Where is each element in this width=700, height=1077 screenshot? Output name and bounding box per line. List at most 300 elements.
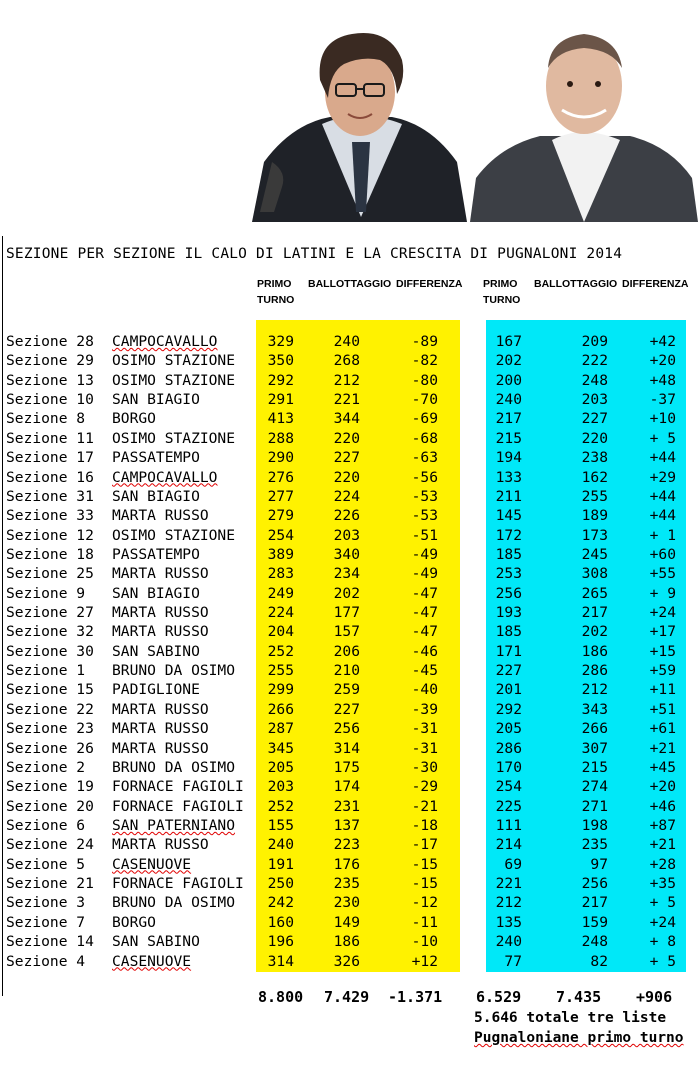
section-number: Sezione 16 — [6, 468, 94, 486]
latini-primo-turno: 252 — [267, 642, 294, 660]
latini-differenza: -47 — [411, 584, 438, 602]
table-row — [0, 468, 700, 487]
latini-ballottaggio: 340 — [333, 545, 360, 563]
latini-differenza: -47 — [411, 604, 438, 622]
latini-ballottaggio: 259 — [333, 681, 360, 699]
latini-primo-turno: 203 — [267, 778, 294, 796]
pugnaloni-differenza: +48 — [649, 371, 676, 389]
total-primo-latini: 8.800 — [258, 988, 304, 1006]
latini-primo-turno: 389 — [267, 545, 294, 563]
latini-differenza: -51 — [411, 526, 438, 544]
section-location: SAN PATERNIANO — [112, 816, 236, 834]
section-number: Sezione 2 — [6, 758, 86, 776]
latini-primo-turno: 205 — [267, 758, 294, 776]
latini-ballottaggio: 177 — [333, 604, 360, 622]
pugnaloni-primo-turno: 225 — [495, 797, 522, 815]
section-location: MARTA RUSSO — [112, 720, 209, 738]
footnote-line-2: Pugnaloniane primo turno — [474, 1030, 684, 1046]
pugnaloni-ballottaggio: 248 — [581, 371, 608, 389]
section-location: MARTA RUSSO — [112, 565, 209, 583]
latini-ballottaggio: 137 — [333, 816, 360, 834]
pugnaloni-primo-turno: 135 — [495, 913, 522, 931]
pugnaloni-primo-turno: 202 — [495, 352, 522, 370]
section-location: BORGO — [112, 913, 156, 931]
section-number: Sezione 27 — [6, 604, 94, 622]
section-location: MARTA RUSSO — [112, 700, 209, 718]
pugnaloni-differenza: + 5 — [649, 952, 676, 970]
page-title: SEZIONE PER SEZIONE IL CALO DI LATINI E LA CRESCITA DI PUGNALONI 2014 — [6, 246, 623, 262]
section-number: Sezione 30 — [6, 642, 94, 660]
latini-primo-turno: 204 — [267, 623, 294, 641]
pugnaloni-ballottaggio: 265 — [581, 584, 608, 602]
table-row — [0, 719, 700, 738]
pugnaloni-differenza: +46 — [649, 797, 676, 815]
latini-primo-turno: 345 — [267, 739, 294, 757]
pugnaloni-primo-turno: 193 — [495, 604, 522, 622]
latini-primo-turno: 413 — [267, 410, 294, 428]
pugnaloni-primo-turno: 221 — [495, 875, 522, 893]
section-number: Sezione 17 — [6, 449, 94, 467]
pugnaloni-differenza: +35 — [649, 875, 676, 893]
pugnaloni-primo-turno: 253 — [495, 565, 522, 583]
latini-ballottaggio: 314 — [333, 739, 360, 757]
latini-differenza: -30 — [411, 758, 438, 776]
section-location: CAMPOCAVALLO — [112, 468, 218, 486]
pugnaloni-ballottaggio: 220 — [581, 429, 608, 447]
table-row — [0, 487, 700, 506]
pugnaloni-primo-turno: 254 — [495, 778, 522, 796]
pugnaloni-differenza: +24 — [649, 604, 676, 622]
section-number: Sezione 11 — [6, 429, 94, 447]
table-row — [0, 351, 700, 370]
pugnaloni-ballottaggio: 215 — [581, 758, 608, 776]
latini-primo-turno: 292 — [267, 371, 294, 389]
section-number: Sezione 4 — [6, 952, 86, 970]
pugnaloni-differenza: +17 — [649, 623, 676, 641]
section-location: BRUNO DA OSIMO — [112, 894, 236, 912]
pugnaloni-differenza: +11 — [649, 681, 676, 699]
section-location: OSIMO STAZIONE — [112, 526, 236, 544]
latini-ballottaggio: 176 — [333, 855, 360, 873]
latini-ballottaggio: 220 — [333, 468, 360, 486]
latini-differenza: -12 — [411, 894, 438, 912]
latini-differenza: -45 — [411, 662, 438, 680]
total-primo-pugnaloni: 6.529 — [476, 988, 522, 1006]
pugnaloni-differenza: +28 — [649, 855, 676, 873]
pugnaloni-primo-turno: 205 — [495, 720, 522, 738]
sections-table — [0, 332, 700, 971]
pugnaloni-ballottaggio: 173 — [581, 526, 608, 544]
section-number: Sezione 1 — [6, 662, 86, 680]
latini-primo-turno: 314 — [267, 952, 294, 970]
section-number: Sezione 22 — [6, 700, 94, 718]
pugnaloni-primo-turno: 240 — [495, 933, 522, 951]
pugnaloni-differenza: + 9 — [649, 584, 676, 602]
pugnaloni-primo-turno: 215 — [495, 429, 522, 447]
latini-ballottaggio: 235 — [333, 875, 360, 893]
table-row — [0, 371, 700, 390]
table-row — [0, 390, 700, 409]
section-location: BRUNO DA OSIMO — [112, 758, 236, 776]
table-row — [0, 777, 700, 796]
latini-ballottaggio: 256 — [333, 720, 360, 738]
latini-primo-turno: 252 — [267, 797, 294, 815]
table-row — [0, 661, 700, 680]
pugnaloni-differenza: +21 — [649, 836, 676, 854]
table-row — [0, 932, 700, 951]
pugnaloni-differenza: +59 — [649, 662, 676, 680]
latini-differenza: -53 — [411, 487, 438, 505]
table-row — [0, 739, 700, 758]
pugnaloni-primo-turno: 77 — [504, 952, 522, 970]
latini-ballottaggio: 227 — [333, 449, 360, 467]
latini-primo-turno: 160 — [267, 913, 294, 931]
pugnaloni-ballottaggio: 274 — [581, 778, 608, 796]
pugnaloni-differenza: +20 — [649, 352, 676, 370]
section-number: Sezione 6 — [6, 816, 86, 834]
section-number: Sezione 9 — [6, 584, 86, 602]
latini-primo-turno: 224 — [267, 604, 294, 622]
pugnaloni-ballottaggio: 202 — [581, 623, 608, 641]
table-row — [0, 584, 700, 603]
section-number: Sezione 13 — [6, 371, 94, 389]
table-row — [0, 642, 700, 661]
pugnaloni-ballottaggio: 255 — [581, 487, 608, 505]
section-location: SAN BIAGIO — [112, 584, 200, 602]
latini-ballottaggio: 231 — [333, 797, 360, 815]
latini-differenza: -82 — [411, 352, 438, 370]
section-location: MARTA RUSSO — [112, 739, 209, 757]
pugnaloni-photo — [470, 18, 698, 222]
latini-differenza: -68 — [411, 429, 438, 447]
latini-primo-turno: 155 — [267, 816, 294, 834]
table-row — [0, 545, 700, 564]
latini-differenza: -63 — [411, 449, 438, 467]
latini-primo-turno: 299 — [267, 681, 294, 699]
section-location: BORGO — [112, 410, 156, 428]
latini-primo-turno: 242 — [267, 894, 294, 912]
pugnaloni-primo-turno: 227 — [495, 662, 522, 680]
pugnaloni-primo-turno: 212 — [495, 894, 522, 912]
pugnaloni-ballottaggio: 189 — [581, 507, 608, 525]
pugnaloni-primo-turno: 286 — [495, 739, 522, 757]
latini-differenza: -69 — [411, 410, 438, 428]
section-number: Sezione 12 — [6, 526, 94, 544]
pugnaloni-primo-turno: 211 — [495, 487, 522, 505]
latini-primo-turno: 196 — [267, 933, 294, 951]
pugnaloni-differenza: + 5 — [649, 894, 676, 912]
pugnaloni-primo-turno: 217 — [495, 410, 522, 428]
latini-ballottaggio: 212 — [333, 371, 360, 389]
total-ballottaggio-pugnaloni: 7.435 — [556, 988, 602, 1006]
latini-primo-turno: 191 — [267, 855, 294, 873]
latini-differenza: -31 — [411, 720, 438, 738]
pugnaloni-differenza: +44 — [649, 449, 676, 467]
header-primo-turno-pugnaloni: PRIMO TURNO — [483, 278, 521, 306]
table-row — [0, 332, 700, 351]
latini-differenza: -46 — [411, 642, 438, 660]
pugnaloni-differenza: + 8 — [649, 933, 676, 951]
pugnaloni-primo-turno: 172 — [495, 526, 522, 544]
pugnaloni-differenza: + 1 — [649, 526, 676, 544]
section-location: CASENUOVE — [112, 952, 192, 970]
table-row — [0, 409, 700, 428]
section-location: SAN BIAGIO — [112, 487, 200, 505]
latini-differenza: -47 — [411, 623, 438, 641]
section-number: Sezione 31 — [6, 487, 94, 505]
pugnaloni-ballottaggio: 248 — [581, 933, 608, 951]
pugnaloni-primo-turno: 214 — [495, 836, 522, 854]
table-row — [0, 835, 700, 854]
pugnaloni-ballottaggio: 271 — [581, 797, 608, 815]
table-row — [0, 603, 700, 622]
pugnaloni-ballottaggio: 82 — [590, 952, 608, 970]
pugnaloni-ballottaggio: 198 — [581, 816, 608, 834]
latini-differenza: -49 — [411, 545, 438, 563]
pugnaloni-differenza: +55 — [649, 565, 676, 583]
pugnaloni-primo-turno: 240 — [495, 391, 522, 409]
section-location: PADIGLIONE — [112, 681, 200, 699]
latini-ballottaggio: 220 — [333, 429, 360, 447]
latini-differenza: -53 — [411, 507, 438, 525]
total-differenza-pugnaloni: +906 — [636, 988, 673, 1006]
section-location: PASSATEMPO — [112, 449, 200, 467]
pugnaloni-differenza: +45 — [649, 758, 676, 776]
latini-differenza: -18 — [411, 816, 438, 834]
latini-primo-turno: 249 — [267, 584, 294, 602]
section-location: SAN SABINO — [112, 642, 200, 660]
section-number: Sezione 33 — [6, 507, 94, 525]
section-location: FORNACE FAGIOLI — [112, 797, 244, 815]
table-row — [0, 855, 700, 874]
table-row — [0, 700, 700, 719]
pugnaloni-primo-turno: 171 — [495, 642, 522, 660]
pugnaloni-ballottaggio: 307 — [581, 739, 608, 757]
pugnaloni-ballottaggio: 203 — [581, 391, 608, 409]
latini-ballottaggio: 268 — [333, 352, 360, 370]
latini-ballottaggio: 186 — [333, 933, 360, 951]
latini-ballottaggio: 344 — [333, 410, 360, 428]
pugnaloni-ballottaggio: 162 — [581, 468, 608, 486]
table-row — [0, 758, 700, 777]
pugnaloni-differenza: +87 — [649, 816, 676, 834]
latini-differenza: -17 — [411, 836, 438, 854]
latini-differenza: +12 — [411, 952, 438, 970]
section-number: Sezione 28 — [6, 333, 94, 350]
latini-differenza: -15 — [411, 855, 438, 873]
section-location: MARTA RUSSO — [112, 604, 209, 622]
latini-ballottaggio: 221 — [333, 391, 360, 409]
table-row — [0, 952, 700, 971]
pugnaloni-ballottaggio: 217 — [581, 894, 608, 912]
pugnaloni-differenza: +20 — [649, 778, 676, 796]
header-ballottaggio-latini: BALLOTTAGGIO — [308, 278, 392, 290]
table-row — [0, 893, 700, 912]
pugnaloni-differenza: + 5 — [649, 429, 676, 447]
section-location: CASENUOVE — [112, 855, 192, 873]
section-number: Sezione 19 — [6, 778, 94, 796]
latini-ballottaggio: 226 — [333, 507, 360, 525]
section-location: MARTA RUSSO — [112, 507, 209, 525]
pugnaloni-differenza: +61 — [649, 720, 676, 738]
table-row — [0, 506, 700, 525]
pugnaloni-differenza: +21 — [649, 739, 676, 757]
latini-primo-turno: 254 — [267, 526, 294, 544]
table-row — [0, 680, 700, 699]
latini-ballottaggio: 202 — [333, 584, 360, 602]
section-number: Sezione 10 — [6, 391, 94, 409]
pugnaloni-primo-turno: 194 — [495, 449, 522, 467]
latini-differenza: -29 — [411, 778, 438, 796]
pugnaloni-differenza: +42 — [649, 333, 676, 350]
footnote-line-1: 5.646 totale tre liste — [474, 1010, 667, 1026]
pugnaloni-differenza: +10 — [649, 410, 676, 428]
pugnaloni-primo-turno: 256 — [495, 584, 522, 602]
section-number: Sezione 23 — [6, 720, 94, 738]
pugnaloni-primo-turno: 200 — [495, 371, 522, 389]
latini-primo-turno: 288 — [267, 429, 294, 447]
pugnaloni-ballottaggio: 308 — [581, 565, 608, 583]
latini-primo-turno: 283 — [267, 565, 294, 583]
pugnaloni-ballottaggio: 235 — [581, 836, 608, 854]
section-number: Sezione 15 — [6, 681, 94, 699]
latini-primo-turno: 240 — [267, 836, 294, 854]
pugnaloni-primo-turno: 185 — [495, 623, 522, 641]
section-number: Sezione 8 — [6, 410, 86, 428]
section-location: BRUNO DA OSIMO — [112, 662, 236, 680]
section-number: Sezione 29 — [6, 352, 94, 370]
pugnaloni-differenza: +60 — [649, 545, 676, 563]
section-number: Sezione 14 — [6, 933, 94, 951]
latini-primo-turno: 291 — [267, 391, 294, 409]
latini-differenza: -49 — [411, 565, 438, 583]
pugnaloni-primo-turno: 111 — [495, 816, 522, 834]
pugnaloni-differenza: +29 — [649, 468, 676, 486]
pugnaloni-differenza: +24 — [649, 913, 676, 931]
pugnaloni-ballottaggio: 209 — [581, 333, 608, 350]
pugnaloni-primo-turno: 292 — [495, 700, 522, 718]
pugnaloni-primo-turno: 201 — [495, 681, 522, 699]
header-differenza-pugnaloni: DIFFERENZA — [622, 278, 689, 290]
latini-ballottaggio: 230 — [333, 894, 360, 912]
latini-differenza: -70 — [411, 391, 438, 409]
pugnaloni-ballottaggio: 266 — [581, 720, 608, 738]
section-number: Sezione 21 — [6, 875, 94, 893]
pugnaloni-primo-turno: 185 — [495, 545, 522, 563]
latini-ballottaggio: 203 — [333, 526, 360, 544]
section-number: Sezione 32 — [6, 623, 94, 641]
pugnaloni-differenza: +51 — [649, 700, 676, 718]
table-row — [0, 564, 700, 583]
latini-differenza: -89 — [411, 333, 438, 350]
pugnaloni-primo-turno: 69 — [504, 855, 522, 873]
latini-differenza: -15 — [411, 875, 438, 893]
section-location: CAMPOCAVALLO — [112, 333, 218, 350]
latini-ballottaggio: 224 — [333, 487, 360, 505]
pugnaloni-ballottaggio: 343 — [581, 700, 608, 718]
pugnaloni-primo-turno: 145 — [495, 507, 522, 525]
pugnaloni-ballottaggio: 186 — [581, 642, 608, 660]
latini-ballottaggio: 175 — [333, 758, 360, 776]
latini-ballottaggio: 240 — [333, 333, 360, 350]
latini-ballottaggio: 326 — [333, 952, 360, 970]
pugnaloni-differenza: +44 — [649, 507, 676, 525]
latini-ballottaggio: 206 — [333, 642, 360, 660]
latini-primo-turno: 266 — [267, 700, 294, 718]
section-number: Sezione 24 — [6, 836, 94, 854]
section-location: FORNACE FAGIOLI — [112, 875, 244, 893]
pugnaloni-ballottaggio: 286 — [581, 662, 608, 680]
table-row — [0, 816, 700, 835]
pugnaloni-ballottaggio: 227 — [581, 410, 608, 428]
latini-differenza: -80 — [411, 371, 438, 389]
table-row — [0, 429, 700, 448]
latini-primo-turno: 290 — [267, 449, 294, 467]
total-differenza-latini: -1.371 — [388, 988, 443, 1006]
section-number: Sezione 3 — [6, 894, 86, 912]
latini-primo-turno: 277 — [267, 487, 294, 505]
section-number: Sezione 7 — [6, 913, 86, 931]
section-location: MARTA RUSSO — [112, 836, 209, 854]
table-row — [0, 913, 700, 932]
latini-primo-turno: 255 — [267, 662, 294, 680]
table-row — [0, 797, 700, 816]
header-differenza-latini: DIFFERENZA — [396, 278, 463, 290]
latini-photo — [252, 12, 467, 222]
latini-primo-turno: 250 — [267, 875, 294, 893]
pugnaloni-ballottaggio: 238 — [581, 449, 608, 467]
table-row — [0, 874, 700, 893]
pugnaloni-primo-turno: 170 — [495, 758, 522, 776]
section-number: Sezione 26 — [6, 739, 94, 757]
pugnaloni-differenza: +15 — [649, 642, 676, 660]
section-location: SAN SABINO — [112, 933, 200, 951]
pugnaloni-ballottaggio: 256 — [581, 875, 608, 893]
pugnaloni-differenza: +44 — [649, 487, 676, 505]
latini-primo-turno: 287 — [267, 720, 294, 738]
pugnaloni-ballottaggio: 97 — [590, 855, 608, 873]
table-row — [0, 622, 700, 641]
section-number: Sezione 25 — [6, 565, 94, 583]
section-location: PASSATEMPO — [112, 545, 200, 563]
pugnaloni-differenza: -37 — [649, 391, 676, 409]
pugnaloni-ballottaggio: 212 — [581, 681, 608, 699]
header-ballottaggio-pugnaloni: BALLOTTAGGIO — [534, 278, 618, 290]
latini-primo-turno: 329 — [267, 333, 294, 350]
pugnaloni-ballottaggio: 222 — [581, 352, 608, 370]
section-location: OSIMO STAZIONE — [112, 371, 236, 389]
section-number: Sezione 5 — [6, 855, 86, 873]
latini-ballottaggio: 234 — [333, 565, 360, 583]
section-location: MARTA RUSSO — [112, 623, 209, 641]
latini-primo-turno: 279 — [267, 507, 294, 525]
latini-differenza: -10 — [411, 933, 438, 951]
latini-ballottaggio: 174 — [333, 778, 360, 796]
latini-ballottaggio: 223 — [333, 836, 360, 854]
pugnaloni-ballottaggio: 217 — [581, 604, 608, 622]
latini-primo-turno: 350 — [267, 352, 294, 370]
latini-differenza: -11 — [411, 913, 438, 931]
section-location: OSIMO STAZIONE — [112, 429, 236, 447]
total-ballottaggio-latini: 7.429 — [324, 988, 370, 1006]
latini-differenza: -40 — [411, 681, 438, 699]
pugnaloni-primo-turno: 167 — [495, 333, 522, 350]
section-location: SAN BIAGIO — [112, 391, 200, 409]
latini-primo-turno: 276 — [267, 468, 294, 486]
table-row — [0, 448, 700, 467]
latini-differenza: -31 — [411, 739, 438, 757]
table-row — [0, 526, 700, 545]
